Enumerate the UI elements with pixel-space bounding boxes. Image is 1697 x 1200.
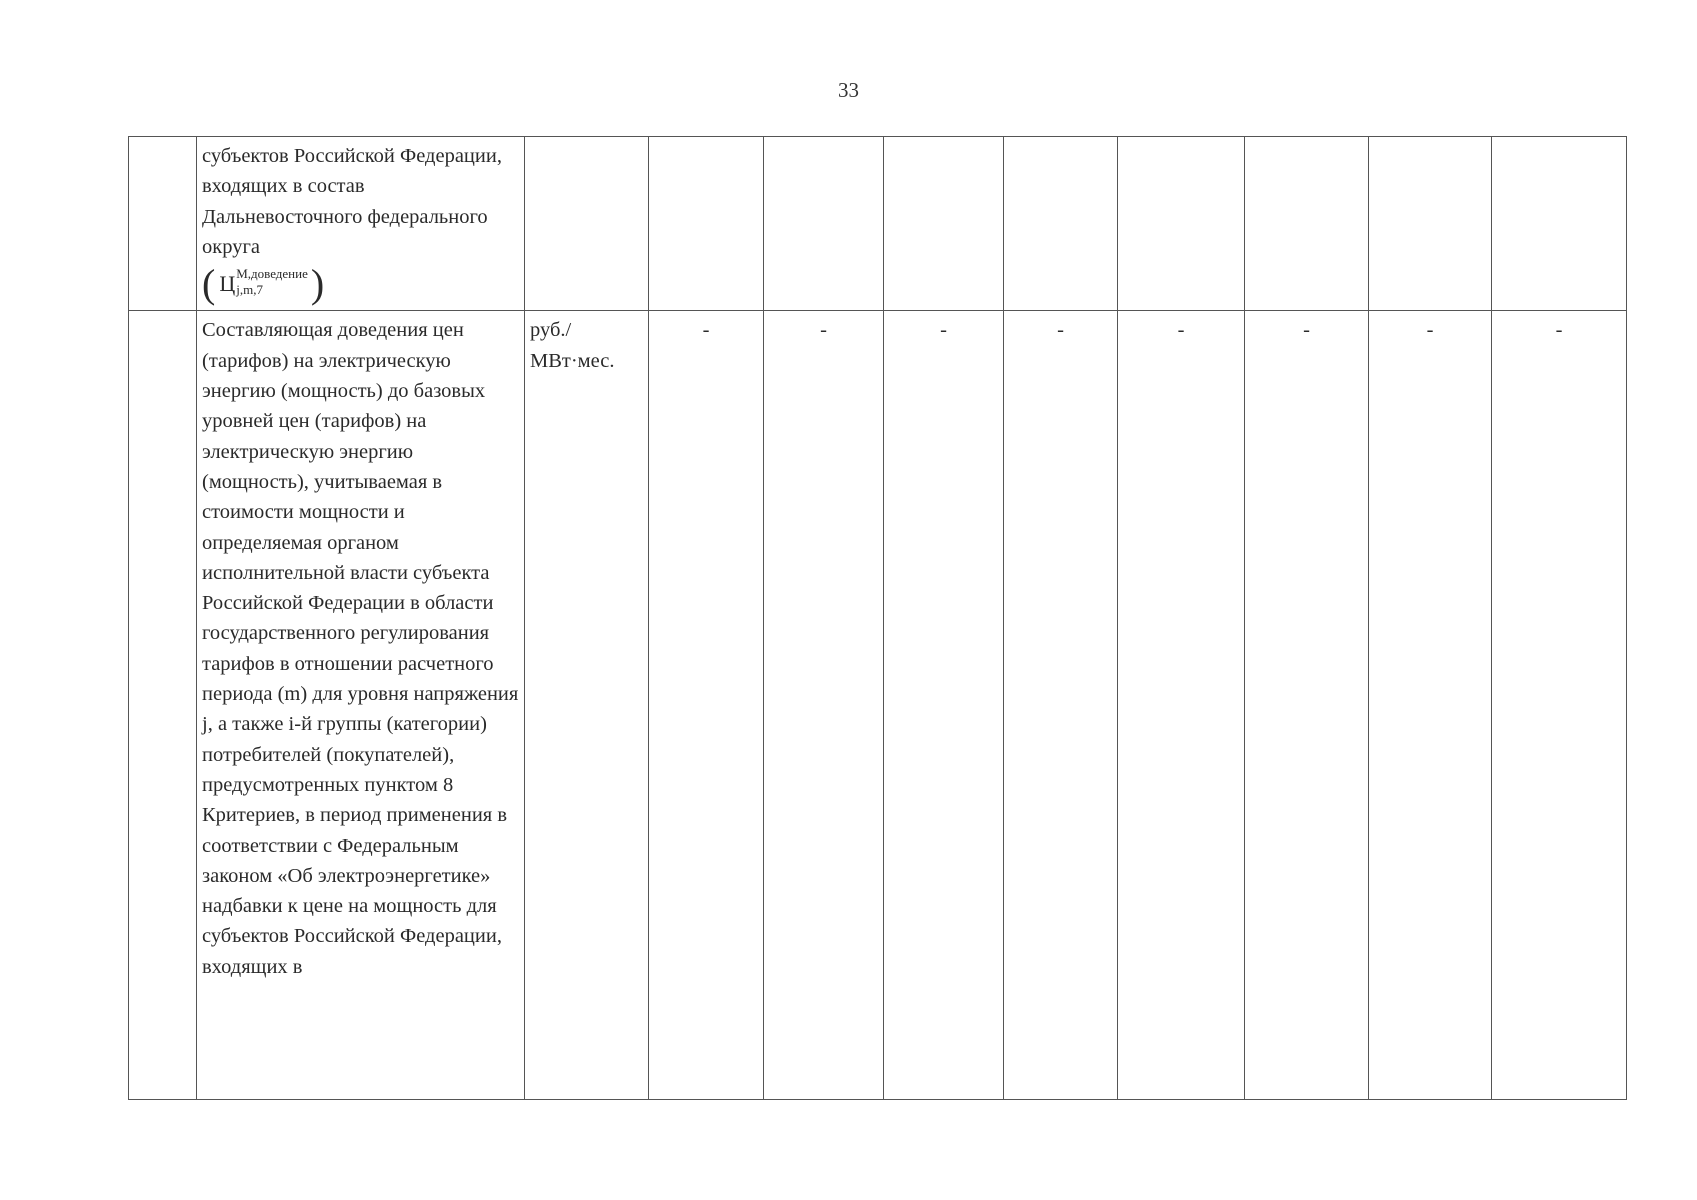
row-number-cell: [129, 311, 197, 1100]
value-cell: -: [1245, 311, 1369, 1100]
value-cell: [764, 137, 884, 311]
description-cell: [197, 311, 525, 1100]
value-cell: [1245, 137, 1369, 311]
description-cell: [197, 137, 525, 311]
table-row: [129, 311, 1627, 1100]
unit-cell: [525, 311, 649, 1100]
formula-symbol: Ц: [219, 271, 236, 297]
value-cell: [884, 137, 1004, 311]
right-paren: ): [310, 261, 325, 307]
value-cell: [1369, 137, 1492, 311]
value-cell: -: [1369, 311, 1492, 1100]
value-cell: [1492, 137, 1627, 311]
description-text: субъектов Российской Федерации, входящих в состав Дальневосточного федерального округа: [202, 145, 502, 258]
value-cell: -: [764, 311, 884, 1100]
row-number-cell: [129, 137, 197, 311]
value-cell: [1118, 137, 1245, 311]
value-cell: -: [1492, 311, 1627, 1100]
left-paren: (: [202, 261, 216, 307]
value-cell: [649, 137, 764, 311]
page-number: 33: [838, 78, 859, 102]
value-cell: [1004, 137, 1118, 311]
unit-cell: [525, 137, 649, 311]
table-row: [129, 137, 1627, 311]
formula-superscript: М,доведение: [236, 266, 308, 282]
formula: [202, 261, 325, 307]
value-cell: -: [649, 311, 764, 1100]
tariff-table: [128, 136, 1627, 1100]
formula-subscript: j,m,7: [236, 282, 263, 298]
unit-line: руб./: [530, 319, 572, 342]
unit-line: МВт·мес.: [530, 349, 615, 372]
value-cell: -: [884, 311, 1004, 1100]
value-cell: -: [1004, 311, 1118, 1100]
value-cell: -: [1118, 311, 1245, 1100]
description-text: Составляющая доведения цен (тарифов) на электрическую энергию (мощность) до базовых уровней цен (тарифов) на электрическую энергию (мощность), учитываемая в стоимости мощности и определяемая органом исполнительной власти субъекта Российской Федерации в области государственного регулирования тарифов в отношении расчетного периода (m) для уровня напряжения j, а также i-й группы (категории) потребителей (покупателей), предусмотренных пунктом 8 Критериев, в период применения в соответствии с Федеральным законом «Об электроэнергетике» надбавки к цене на мощность для субъектов Российской Федерации, входящих в: [202, 319, 519, 978]
